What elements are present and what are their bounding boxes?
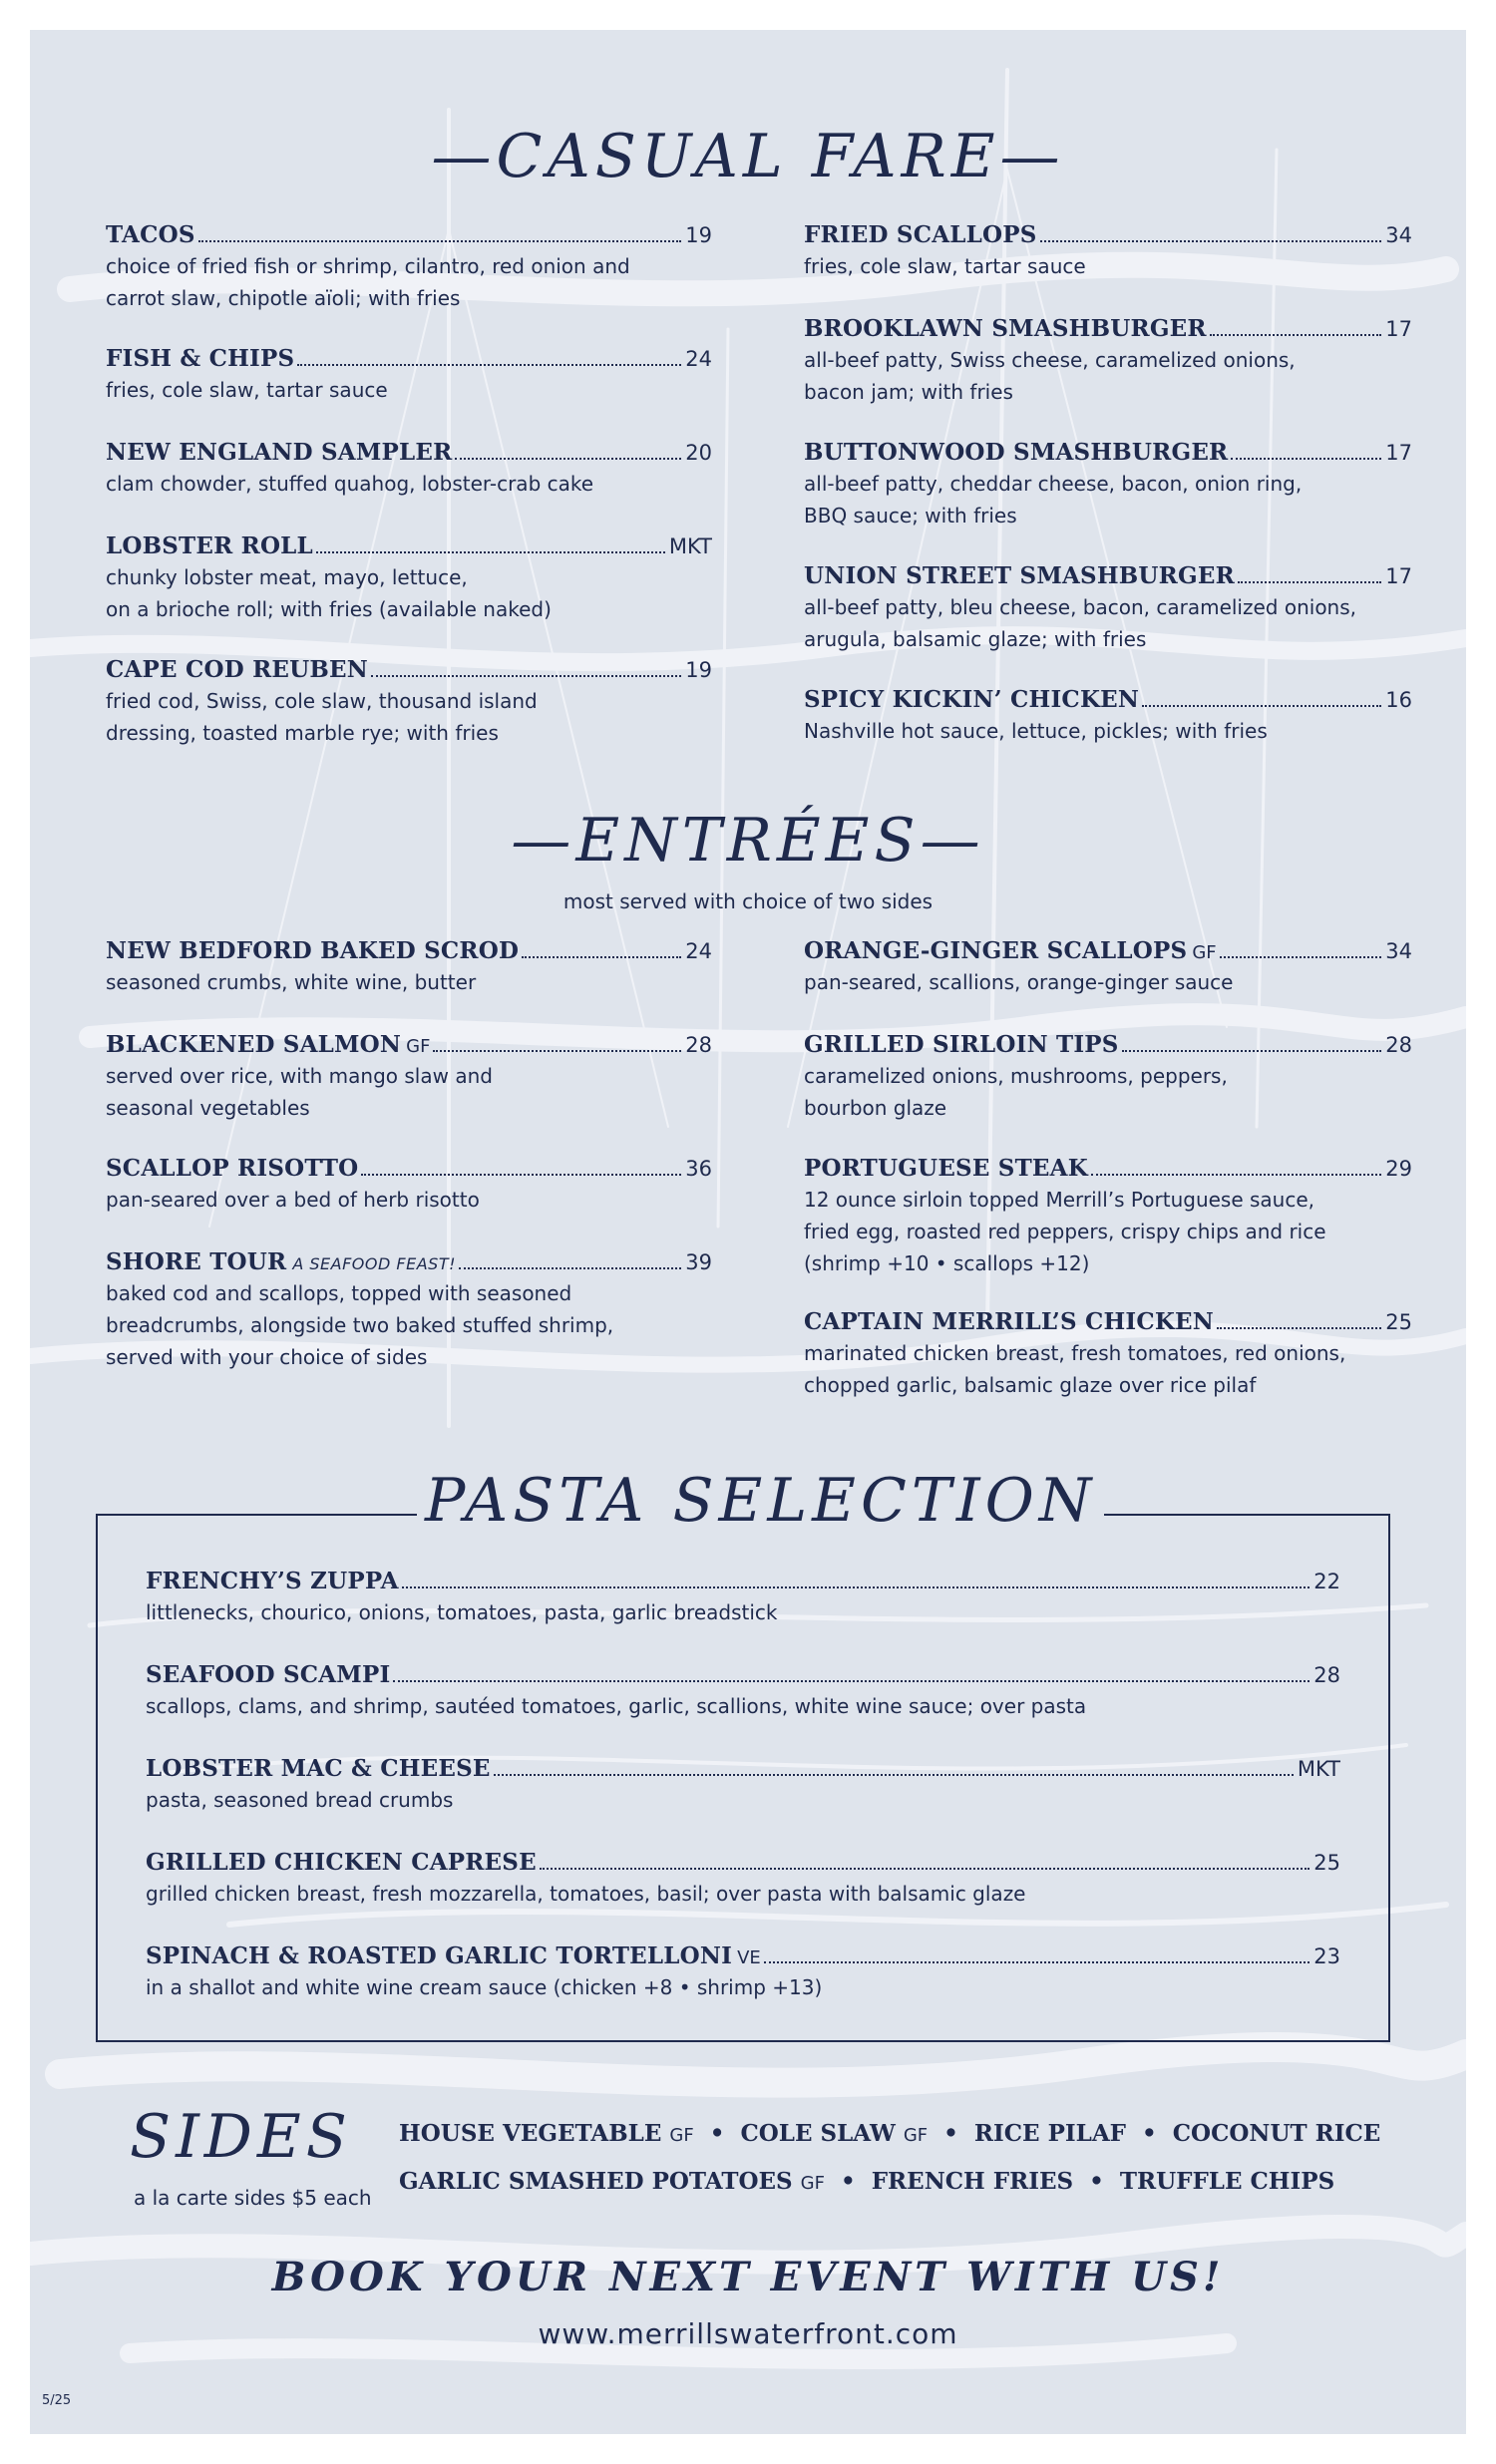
desc-line: seasoned crumbs, white wine, butter <box>106 970 477 994</box>
desc-line: breadcrumbs, alongside two baked stuffed shrimp, <box>106 1313 614 1337</box>
item-name: BLACKENED SALMON <box>106 1031 402 1058</box>
item-price: 28 <box>1313 1663 1340 1687</box>
item-price: 17 <box>1385 564 1412 588</box>
desc-line: all-beef patty, cheddar cheese, bacon, onion ring, <box>804 472 1303 496</box>
item-description <box>804 1060 1412 1124</box>
desc-line: served over rice, with mango slaw and <box>106 1064 493 1088</box>
item-price: 24 <box>685 939 712 963</box>
gf-tag: GF <box>800 2173 825 2194</box>
item-description <box>106 1277 712 1373</box>
pasta-title: PASTA SELECTION <box>417 1466 1104 1536</box>
leader-dots <box>1142 705 1381 707</box>
side-item: FRENCH FRIES <box>871 2168 1074 2195</box>
item-price: 23 <box>1313 1944 1340 1968</box>
desc-line: littlenecks, chourico, onions, tomatoes, pasta, garlic breadstick <box>146 1600 778 1624</box>
desc-line: dressing, toasted marble rye; with fries <box>106 721 499 745</box>
item-name: CAPE COD REUBEN <box>106 656 368 683</box>
item-description <box>146 1971 1340 2003</box>
item-price: 28 <box>685 1033 712 1057</box>
item-description <box>146 1784 1340 1816</box>
item-description <box>146 1878 1340 1910</box>
side-item: TRUFFLE CHIPS <box>1119 2168 1335 2195</box>
side-separator: • <box>1089 2168 1104 2195</box>
side-separator: • <box>709 2120 725 2147</box>
leader-dots <box>393 1680 1309 1682</box>
desc-line: bourbon glaze <box>804 1096 947 1120</box>
item-name: LOBSTER ROLL <box>106 532 313 559</box>
leader-dots <box>522 956 681 958</box>
menu-item-cape-cod-reuben <box>106 656 712 749</box>
desc-line: (shrimp +10 • scallops +12) <box>804 1251 1090 1275</box>
leader-dots <box>1210 334 1382 336</box>
leader-dots <box>1220 956 1382 958</box>
menu-item-brooklawn-smashburger <box>804 315 1412 408</box>
item-name: NEW BEDFORD BAKED SCROD <box>106 937 520 964</box>
item-name: SEAFOOD SCAMPI <box>146 1661 391 1688</box>
menu-item-lobster-mac-cheese <box>146 1755 1340 1816</box>
sides-line-2 <box>399 2168 1334 2195</box>
desc-line: fried egg, roasted red peppers, crispy chips and rice <box>804 1220 1326 1243</box>
desc-line: pan-seared, scallions, orange-ginger sauce <box>804 970 1234 994</box>
menu-item-spinach-tortelloni <box>146 1942 1340 2003</box>
gf-tag: GF <box>903 2125 929 2146</box>
book-event-banner: BOOK YOUR NEXT EVENT WITH US! <box>271 2254 1225 2300</box>
item-name: CAPTAIN MERRILL’S CHICKEN <box>804 1308 1215 1335</box>
menu-item-grilled-chicken-caprese <box>146 1849 1340 1910</box>
leader-dots <box>764 1961 1310 1963</box>
entrees-subtitle: most served with choice of two sides <box>562 889 934 913</box>
menu-item-new-england-sampler <box>106 439 712 500</box>
menu-item-fried-scallops <box>804 221 1412 282</box>
item-price: 24 <box>685 347 712 371</box>
menu-item-scallop-risotto <box>106 1155 712 1216</box>
leader-dots <box>1231 458 1381 460</box>
leader-dots <box>455 458 681 460</box>
desc-line: carrot slaw, chipotle aïoli; with fries <box>106 286 461 310</box>
item-name: NEW ENGLAND SAMPLER <box>106 439 453 466</box>
item-price: 36 <box>685 1157 712 1181</box>
item-description <box>106 250 712 314</box>
desc-line: Nashville hot sauce, lettuce, pickles; with fries <box>804 719 1268 743</box>
menu-item-lobster-roll <box>106 532 712 625</box>
feast-tag: A SEAFOOD FEAST! <box>292 1254 456 1273</box>
item-price: 28 <box>1385 1033 1412 1057</box>
entrees-title: —ENTRÉES— <box>511 806 985 876</box>
item-name: ORANGE-GINGER SCALLOPS <box>804 937 1188 964</box>
gf-tag: GF <box>406 1036 431 1057</box>
desc-line: 12 ounce sirloin topped Merrill’s Portuguese sauce, <box>804 1188 1315 1212</box>
item-price: MKT <box>668 534 712 558</box>
item-description <box>146 1690 1340 1722</box>
item-name: LOBSTER MAC & CHEESE <box>146 1755 491 1782</box>
sides-line-1 <box>399 2120 1380 2147</box>
item-name: SPICY KICKIN’ CHICKEN <box>804 686 1140 713</box>
menu-item-spicy-kickin-chicken <box>804 686 1412 747</box>
item-description <box>804 250 1412 282</box>
desc-line: marinated chicken breast, fresh tomatoes, red onions, <box>804 1341 1346 1365</box>
leader-dots <box>494 1774 1294 1776</box>
desc-line: all-beef patty, bleu cheese, bacon, caramelized onions, <box>804 595 1357 619</box>
leader-dots <box>1217 1327 1381 1329</box>
item-name: BUTTONWOOD SMASHBURGER <box>804 439 1229 466</box>
item-name: PORTUGUESE STEAK <box>804 1155 1088 1182</box>
item-name: SCALLOP RISOTTO <box>106 1155 359 1182</box>
item-description <box>106 685 712 749</box>
menu-item-baked-scrod <box>106 937 712 998</box>
leader-dots <box>1040 240 1382 242</box>
side-separator: • <box>841 2168 856 2195</box>
leader-dots <box>402 1586 1310 1588</box>
desc-line: baked cod and scallops, topped with seasoned <box>106 1281 572 1305</box>
desc-line: BBQ sauce; with fries <box>804 504 1017 528</box>
item-name: FRENCHY’S ZUPPA <box>146 1568 399 1594</box>
desc-line: on a brioche roll; with fries (available naked) <box>106 597 552 621</box>
menu-item-tacos <box>106 221 712 314</box>
item-description <box>106 374 712 406</box>
menu-date: 5/25 <box>42 2393 72 2408</box>
desc-line: all-beef patty, Swiss cheese, caramelized onions, <box>804 348 1296 372</box>
item-description <box>106 966 712 998</box>
website-link[interactable]: www.merrillswaterfront.com <box>538 2317 958 2350</box>
item-description <box>804 468 1412 531</box>
leader-dots <box>297 364 681 366</box>
side-separator: • <box>943 2120 958 2147</box>
side-item: HOUSE VEGETABLE <box>399 2120 662 2147</box>
desc-line: in a shallot and white wine cream sauce (chicken +8 • shrimp +13) <box>146 1975 823 1999</box>
leader-dots <box>198 240 682 242</box>
item-description <box>106 468 712 500</box>
item-price: 29 <box>1385 1157 1412 1181</box>
item-name: GRILLED SIRLOIN TIPS <box>804 1031 1119 1058</box>
item-description <box>804 1337 1412 1401</box>
desc-line: clam chowder, stuffed quahog, lobster-crab cake <box>106 472 594 496</box>
item-price: 39 <box>685 1250 712 1274</box>
side-item: COLE SLAW <box>740 2120 896 2147</box>
leader-dots <box>361 1174 681 1176</box>
menu-item-seafood-scampi <box>146 1661 1340 1722</box>
desc-line: pasta, seasoned bread crumbs <box>146 1788 454 1812</box>
gf-tag: GF <box>1192 942 1217 963</box>
desc-line: grilled chicken breast, fresh mozzarella, tomatoes, basil; over pasta with balsamic glaze <box>146 1882 1026 1906</box>
sides-title: SIDES <box>130 2102 352 2172</box>
side-item: GARLIC SMASHED POTATOES <box>399 2168 793 2195</box>
menu-item-frenchys-zuppa <box>146 1568 1340 1628</box>
leader-dots <box>371 675 681 677</box>
desc-line: fried cod, Swiss, cole slaw, thousand island <box>106 689 538 713</box>
leader-dots <box>540 1868 1309 1870</box>
item-name: GRILLED CHICKEN CAPRESE <box>146 1849 537 1876</box>
leader-dots <box>1238 581 1381 583</box>
menu-item-buttonwood-smashburger <box>804 439 1412 531</box>
menu-item-fish-chips <box>106 345 712 406</box>
desc-line: fries, cole slaw, tartar sauce <box>804 254 1086 278</box>
sides-note: a la carte sides $5 each <box>134 2186 372 2210</box>
leader-dots <box>1091 1174 1381 1176</box>
menu-item-portuguese-steak <box>804 1155 1412 1279</box>
item-name: BROOKLAWN SMASHBURGER <box>804 315 1207 342</box>
item-price: 20 <box>685 441 712 465</box>
item-price: 34 <box>1385 223 1412 247</box>
item-name: FRIED SCALLOPS <box>804 221 1037 248</box>
desc-line: scallops, clams, and shrimp, sautéed tomatoes, garlic, scallions, white wine sauce; over pasta <box>146 1694 1087 1718</box>
desc-line: pan-seared over a bed of herb risotto <box>106 1188 480 1212</box>
desc-line: choice of fried fish or shrimp, cilantro, red onion and <box>106 254 630 278</box>
item-price: MKT <box>1297 1757 1340 1781</box>
desc-line: caramelized onions, mushrooms, peppers, <box>804 1064 1228 1088</box>
desc-line: bacon jam; with fries <box>804 380 1013 404</box>
item-description <box>804 1184 1412 1279</box>
item-name: TACOS <box>106 221 195 248</box>
item-description <box>106 561 712 625</box>
side-item: COCONUT RICE <box>1172 2120 1381 2147</box>
item-price: 19 <box>685 223 712 247</box>
item-price: 25 <box>1385 1310 1412 1334</box>
desc-line: chopped garlic, balsamic glaze over rice pilaf <box>804 1373 1257 1397</box>
item-price: 16 <box>1385 688 1412 712</box>
desc-line: fries, cole slaw, tartar sauce <box>106 378 388 402</box>
side-separator: • <box>1142 2120 1157 2147</box>
menu-item-grilled-sirloin-tips <box>804 1031 1412 1124</box>
item-price: 25 <box>1313 1851 1340 1875</box>
item-name: SPINACH & ROASTED GARLIC TORTELLONI <box>146 1942 733 1969</box>
leader-dots <box>433 1050 681 1052</box>
leader-dots <box>316 551 665 553</box>
desc-line: arugula, balsamic glaze; with fries <box>804 627 1147 651</box>
menu-item-union-street-smashburger <box>804 562 1412 655</box>
item-description <box>804 966 1412 998</box>
item-price: 34 <box>1385 939 1412 963</box>
item-name: SHORE TOUR <box>106 1248 287 1275</box>
menu-item-blackened-salmon <box>106 1031 712 1124</box>
item-price: 22 <box>1313 1570 1340 1593</box>
gf-tag: GF <box>669 2125 694 2146</box>
item-description <box>804 591 1412 655</box>
leader-dots <box>1122 1050 1382 1052</box>
item-description <box>804 344 1412 408</box>
menu-item-orange-ginger-scallops <box>804 937 1412 998</box>
desc-line: chunky lobster meat, mayo, lettuce, <box>106 565 468 589</box>
ve-tag: VE <box>737 1947 761 1968</box>
casual-fare-title: —CASUAL FARE— <box>431 122 1065 191</box>
item-name: UNION STREET SMASHBURGER <box>804 562 1235 589</box>
item-description <box>106 1060 712 1124</box>
menu-item-captain-merrills-chicken <box>804 1308 1412 1401</box>
item-description <box>106 1184 712 1216</box>
leader-dots <box>459 1267 681 1269</box>
desc-line: served with your choice of sides <box>106 1345 428 1369</box>
item-price: 17 <box>1385 441 1412 465</box>
item-price: 19 <box>685 658 712 682</box>
menu-item-shore-tour <box>106 1248 712 1373</box>
desc-line: seasonal vegetables <box>106 1096 310 1120</box>
side-item: RICE PILAF <box>973 2120 1126 2147</box>
menu-page <box>30 30 1466 2434</box>
item-description <box>804 715 1412 747</box>
item-description <box>146 1596 1340 1628</box>
item-price: 17 <box>1385 317 1412 341</box>
item-name: FISH & CHIPS <box>106 345 295 372</box>
